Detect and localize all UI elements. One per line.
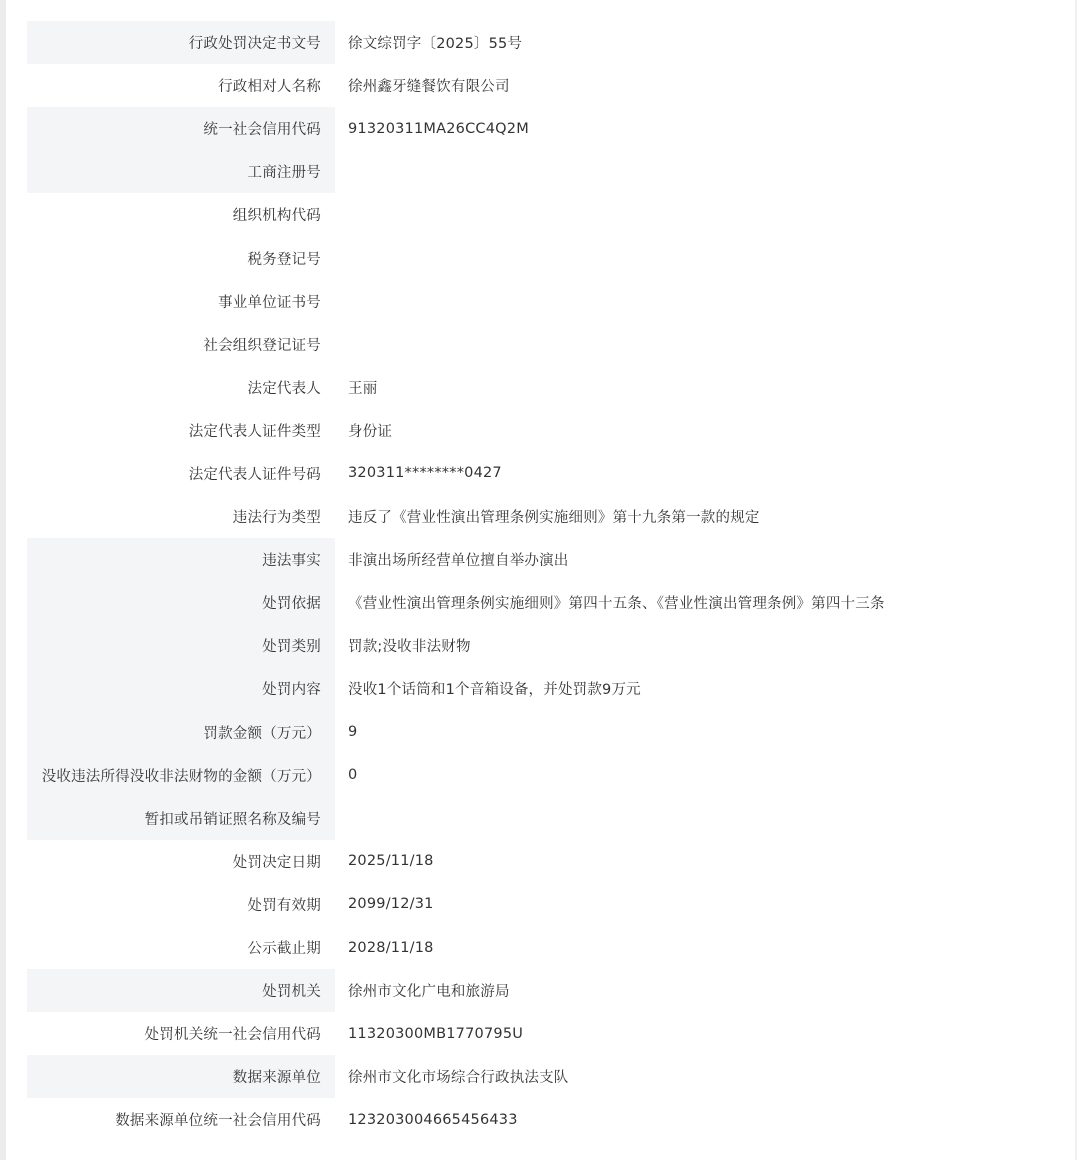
page-right-border [1075,0,1077,1160]
row-violation-facts [27,538,1057,581]
row-penalty-content [27,667,1057,710]
field-value: 2025/11/18 [348,853,434,870]
field-label: 行政相对人名称 [218,79,321,96]
field-label: 公示截止期 [247,941,321,958]
field-label: 处罚有效期 [247,897,321,914]
row-legal-representative [27,366,1057,409]
field-value: 徐州鑫牙缝餐饮有限公司 [348,79,510,96]
field-label: 税务登记号 [247,251,321,268]
row-public-institution-cert-number [27,280,1057,323]
field-label: 处罚决定日期 [232,854,321,871]
row-decision-doc-number [27,21,1057,64]
field-value [335,193,1057,236]
field-label: 处罚内容 [27,667,335,710]
field-label: 社会组织登记证号 [203,337,321,354]
field-value: 0 [348,767,358,784]
row-violation-type [27,495,1057,538]
row-publicity-deadline [27,926,1057,969]
field-label: 暂扣或吊销证照名称及编号 [27,797,335,840]
field-label: 处罚机关统一社会信用代码 [144,1027,321,1044]
field-value: 王丽 [348,380,378,397]
row-data-source-unit [27,1055,1057,1098]
field-label: 处罚类别 [27,624,335,667]
row-social-org-registration-number [27,323,1057,366]
field-label: 数据来源单位 [27,1055,335,1098]
field-label: 事业单位证书号 [218,294,321,311]
field-value: 2028/11/18 [348,939,434,956]
row-tax-registration-number [27,236,1057,279]
field-value: 《营业性演出管理条例实施细则》第四十五条、《营业性演出管理条例》第四十三条 [348,596,885,613]
field-value: 身份证 [348,423,393,440]
row-legal-rep-id-type [27,409,1057,452]
field-value [335,323,1057,366]
field-value [335,236,1057,279]
field-value: 徐州市文化市场综合行政执法支队 [348,1070,569,1087]
field-value [335,280,1057,323]
field-label: 组织机构代码 [232,208,321,225]
field-value: 2099/12/31 [348,896,434,913]
row-data-source-credit-code [27,1098,1057,1141]
field-value: 11320300MB1770795U [348,1025,524,1042]
field-value: 91320311MA26CC4Q2M [348,120,529,137]
page-left-border [0,0,6,1160]
penalty-detail-table [27,21,1057,1141]
field-label: 违法事实 [27,538,335,581]
field-label: 罚款金额（万元） [27,711,335,754]
field-value: 非演出场所经营单位擅自举办演出 [348,553,569,570]
row-legal-rep-id-number [27,452,1057,495]
row-penalty-authority [27,969,1057,1012]
row-penalty-category [27,624,1057,667]
row-business-registration-number [27,150,1057,193]
field-value: 徐文综罚字〔2025〕55号 [348,36,523,53]
field-label: 工商注册号 [27,150,335,193]
field-value [335,797,1057,840]
row-fine-amount [27,711,1057,754]
row-confiscation-amount [27,754,1057,797]
row-decision-date [27,840,1057,883]
row-authority-credit-code [27,1012,1057,1055]
field-label: 统一社会信用代码 [27,107,335,150]
row-penalty-basis [27,581,1057,624]
field-value: 违反了《营业性演出管理条例实施细则》第十九条第一款的规定 [348,510,760,527]
row-counterparty-name [27,64,1057,107]
field-value: 9 [348,724,358,741]
row-organization-code [27,193,1057,236]
field-label: 行政处罚决定书文号 [27,21,335,64]
field-label: 没收违法所得没收非法财物的金额（万元） [27,754,335,797]
field-label: 法定代表人 [247,380,321,397]
field-value: 徐州市文化广电和旅游局 [348,984,510,1001]
field-label: 法定代表人证件号码 [188,466,321,483]
field-value [335,150,1057,193]
field-label: 法定代表人证件类型 [188,423,321,440]
field-label: 处罚依据 [27,581,335,624]
field-value: 320311********0427 [348,465,502,482]
field-label: 违法行为类型 [232,510,321,527]
field-label: 处罚机关 [27,969,335,1012]
row-license-suspension [27,797,1057,840]
row-unified-credit-code [27,107,1057,150]
field-label: 数据来源单位统一社会信用代码 [115,1113,321,1130]
field-value: 没收1个话筒和1个音箱设备，并处罚款9万元 [348,682,641,699]
field-value: 罚款;没收非法财物 [348,639,471,656]
row-validity-date [27,883,1057,926]
field-value: 123203004665456433 [348,1111,518,1128]
